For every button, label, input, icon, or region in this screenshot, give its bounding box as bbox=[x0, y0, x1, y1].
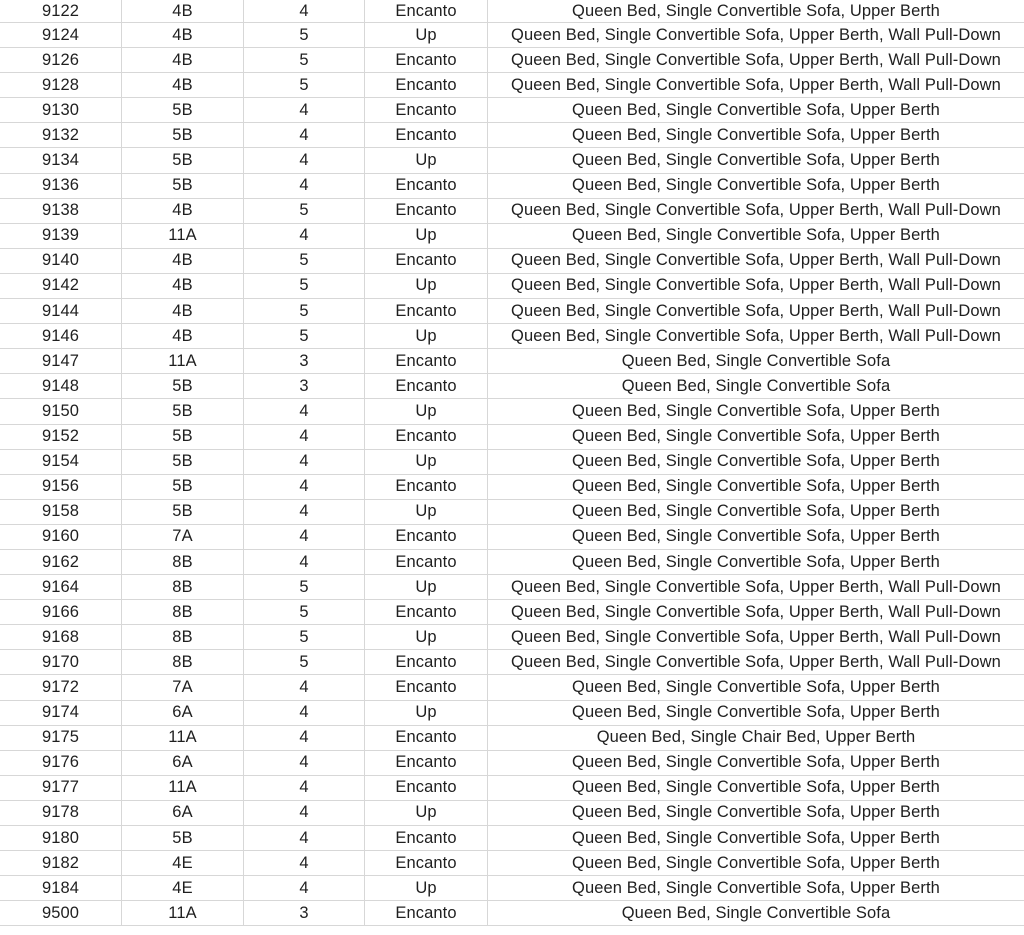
category-cell[interactable]: 4B bbox=[122, 23, 244, 48]
category-cell[interactable]: 8B bbox=[122, 625, 244, 650]
location-cell[interactable]: Encanto bbox=[365, 474, 488, 499]
category-cell[interactable]: 4B bbox=[122, 198, 244, 223]
category-cell[interactable]: 5B bbox=[122, 424, 244, 449]
cabin-number-cell[interactable]: 9147 bbox=[0, 349, 122, 374]
cabin-number-cell[interactable]: 9174 bbox=[0, 700, 122, 725]
bedding-cell[interactable]: Queen Bed, Single Convertible Sofa, Upper Berth bbox=[488, 399, 1024, 424]
occupancy-cell[interactable]: 5 bbox=[244, 299, 365, 324]
cabin-number-cell[interactable]: 9134 bbox=[0, 148, 122, 173]
bedding-cell[interactable]: Queen Bed, Single Convertible Sofa, Upper Berth bbox=[488, 826, 1024, 851]
table-row bbox=[0, 876, 1024, 901]
table-row bbox=[0, 474, 1024, 499]
location-cell[interactable]: Encanto bbox=[365, 299, 488, 324]
location-cell[interactable]: Encanto bbox=[365, 424, 488, 449]
location-cell[interactable]: Up bbox=[365, 800, 488, 825]
occupancy-cell[interactable]: 4 bbox=[244, 826, 365, 851]
occupancy-cell[interactable]: 5 bbox=[244, 575, 365, 600]
location-cell[interactable]: Up bbox=[365, 273, 488, 298]
category-cell[interactable]: 4B bbox=[122, 273, 244, 298]
location-cell[interactable]: Up bbox=[365, 499, 488, 524]
cabin-number-cell[interactable]: 9142 bbox=[0, 273, 122, 298]
occupancy-cell[interactable]: 4 bbox=[244, 98, 365, 123]
bedding-cell[interactable]: Queen Bed, Single Convertible Sofa bbox=[488, 349, 1024, 374]
table-row bbox=[0, 800, 1024, 825]
bedding-cell[interactable]: Queen Bed, Single Convertible Sofa, Upper Berth, Wall Pull-Down bbox=[488, 600, 1024, 625]
occupancy-cell[interactable]: 5 bbox=[244, 73, 365, 98]
category-cell[interactable]: 8B bbox=[122, 575, 244, 600]
occupancy-cell[interactable]: 4 bbox=[244, 675, 365, 700]
category-cell[interactable]: 11A bbox=[122, 349, 244, 374]
category-cell[interactable]: 4B bbox=[122, 299, 244, 324]
table-row bbox=[0, 399, 1024, 424]
occupancy-cell[interactable]: 5 bbox=[244, 198, 365, 223]
cabin-number-cell[interactable]: 9177 bbox=[0, 775, 122, 800]
table-row bbox=[0, 23, 1024, 48]
location-cell[interactable]: Encanto bbox=[365, 775, 488, 800]
bedding-cell[interactable]: Queen Bed, Single Convertible Sofa, Upper Berth bbox=[488, 775, 1024, 800]
occupancy-cell[interactable]: 4 bbox=[244, 123, 365, 148]
cabin-number-cell[interactable]: 9138 bbox=[0, 198, 122, 223]
location-cell[interactable]: Encanto bbox=[365, 725, 488, 750]
table-row bbox=[0, 123, 1024, 148]
cabin-number-cell[interactable]: 9130 bbox=[0, 98, 122, 123]
bedding-cell[interactable]: Queen Bed, Single Convertible Sofa, Upper Berth bbox=[488, 524, 1024, 549]
bedding-cell[interactable]: Queen Bed, Single Convertible Sofa, Upper Berth bbox=[488, 173, 1024, 198]
table-row bbox=[0, 198, 1024, 223]
cabin-number-cell[interactable]: 9136 bbox=[0, 173, 122, 198]
location-cell[interactable]: Encanto bbox=[365, 600, 488, 625]
cabin-number-cell[interactable]: 9164 bbox=[0, 575, 122, 600]
table-row bbox=[0, 299, 1024, 324]
bedding-cell[interactable]: Queen Bed, Single Convertible Sofa, Upper Berth, Wall Pull-Down bbox=[488, 650, 1024, 675]
table-row bbox=[0, 600, 1024, 625]
table-row bbox=[0, 73, 1024, 98]
cabin-number-cell[interactable]: 9170 bbox=[0, 650, 122, 675]
table-row bbox=[0, 826, 1024, 851]
cabin-number-cell[interactable]: 9160 bbox=[0, 524, 122, 549]
cabin-number-cell[interactable]: 9182 bbox=[0, 851, 122, 876]
occupancy-cell[interactable]: 3 bbox=[244, 374, 365, 399]
table-row bbox=[0, 499, 1024, 524]
location-cell[interactable]: Up bbox=[365, 148, 488, 173]
occupancy-cell[interactable]: 5 bbox=[244, 48, 365, 73]
occupancy-cell[interactable]: 4 bbox=[244, 173, 365, 198]
bedding-cell[interactable]: Queen Bed, Single Convertible Sofa, Upper Berth bbox=[488, 148, 1024, 173]
table-row bbox=[0, 324, 1024, 349]
cabin-number-cell[interactable]: 9144 bbox=[0, 299, 122, 324]
table-row bbox=[0, 725, 1024, 750]
cabin-number-cell[interactable]: 9500 bbox=[0, 901, 122, 926]
bedding-cell[interactable]: Queen Bed, Single Convertible Sofa bbox=[488, 374, 1024, 399]
table-row bbox=[0, 98, 1024, 123]
category-cell[interactable]: 11A bbox=[122, 223, 244, 248]
location-cell[interactable]: Encanto bbox=[365, 73, 488, 98]
occupancy-cell[interactable]: 5 bbox=[244, 248, 365, 273]
occupancy-cell[interactable]: 4 bbox=[244, 399, 365, 424]
occupancy-cell[interactable]: 5 bbox=[244, 273, 365, 298]
bedding-cell[interactable]: Queen Bed, Single Convertible Sofa, Upper Berth bbox=[488, 123, 1024, 148]
occupancy-cell[interactable]: 4 bbox=[244, 223, 365, 248]
cabin-number-cell[interactable]: 9124 bbox=[0, 23, 122, 48]
location-cell[interactable]: Encanto bbox=[365, 675, 488, 700]
occupancy-cell[interactable]: 4 bbox=[244, 750, 365, 775]
location-cell[interactable]: Up bbox=[365, 876, 488, 901]
location-cell[interactable]: Encanto bbox=[365, 826, 488, 851]
table-row bbox=[0, 750, 1024, 775]
bedding-cell[interactable]: Queen Bed, Single Convertible Sofa, Upper Berth, Wall Pull-Down bbox=[488, 73, 1024, 98]
category-cell[interactable]: 8B bbox=[122, 549, 244, 574]
cabin-number-cell[interactable]: 9140 bbox=[0, 248, 122, 273]
location-cell[interactable]: Up bbox=[365, 324, 488, 349]
category-cell[interactable]: 7A bbox=[122, 675, 244, 700]
location-cell[interactable]: Encanto bbox=[365, 901, 488, 926]
category-cell[interactable]: 5B bbox=[122, 449, 244, 474]
occupancy-cell[interactable]: 4 bbox=[244, 424, 365, 449]
location-cell[interactable]: Encanto bbox=[365, 851, 488, 876]
cabin-number-cell[interactable]: 9132 bbox=[0, 123, 122, 148]
bedding-cell[interactable]: Queen Bed, Single Convertible Sofa, Upper Berth bbox=[488, 223, 1024, 248]
category-cell[interactable]: 11A bbox=[122, 725, 244, 750]
cabin-number-cell[interactable]: 9178 bbox=[0, 800, 122, 825]
table-row bbox=[0, 374, 1024, 399]
bedding-cell[interactable]: Queen Bed, Single Convertible Sofa, Upper Berth bbox=[488, 499, 1024, 524]
location-cell[interactable]: Up bbox=[365, 223, 488, 248]
category-cell[interactable]: 4B bbox=[122, 73, 244, 98]
location-cell[interactable]: Encanto bbox=[365, 48, 488, 73]
table-row bbox=[0, 675, 1024, 700]
bedding-cell[interactable]: Queen Bed, Single Convertible Sofa, Upper Berth, Wall Pull-Down bbox=[488, 299, 1024, 324]
category-cell[interactable]: 5B bbox=[122, 399, 244, 424]
category-cell[interactable]: 5B bbox=[122, 148, 244, 173]
occupancy-cell[interactable]: 3 bbox=[244, 901, 365, 926]
bedding-cell[interactable]: Queen Bed, Single Convertible Sofa, Upper Berth, Wall Pull-Down bbox=[488, 198, 1024, 223]
bedding-cell[interactable]: Queen Bed, Single Convertible Sofa bbox=[488, 901, 1024, 926]
occupancy-cell[interactable]: 5 bbox=[244, 600, 365, 625]
location-cell[interactable]: Encanto bbox=[365, 750, 488, 775]
bedding-cell[interactable]: Queen Bed, Single Convertible Sofa, Upper Berth bbox=[488, 700, 1024, 725]
bedding-cell[interactable]: Queen Bed, Single Convertible Sofa, Upper Berth, Wall Pull-Down bbox=[488, 248, 1024, 273]
occupancy-cell[interactable]: 4 bbox=[244, 851, 365, 876]
bedding-cell[interactable]: Queen Bed, Single Convertible Sofa, Upper Berth bbox=[488, 424, 1024, 449]
bedding-cell[interactable]: Queen Bed, Single Convertible Sofa, Upper Berth bbox=[488, 449, 1024, 474]
cabin-number-cell[interactable]: 9148 bbox=[0, 374, 122, 399]
occupancy-cell[interactable]: 4 bbox=[244, 449, 365, 474]
occupancy-cell[interactable]: 4 bbox=[244, 725, 365, 750]
location-cell[interactable]: Up bbox=[365, 625, 488, 650]
table-row bbox=[0, 650, 1024, 675]
cabin-number-cell[interactable]: 9128 bbox=[0, 73, 122, 98]
occupancy-cell[interactable]: 4 bbox=[244, 499, 365, 524]
bedding-cell[interactable]: Queen Bed, Single Convertible Sofa, Upper Berth bbox=[488, 0, 1024, 23]
location-cell[interactable]: Encanto bbox=[365, 0, 488, 23]
occupancy-cell[interactable]: 3 bbox=[244, 349, 365, 374]
location-cell[interactable]: Encanto bbox=[365, 650, 488, 675]
occupancy-cell[interactable]: 5 bbox=[244, 23, 365, 48]
category-cell[interactable]: 5B bbox=[122, 173, 244, 198]
table-row bbox=[0, 148, 1024, 173]
cabin-number-cell[interactable]: 9139 bbox=[0, 223, 122, 248]
location-cell[interactable]: Up bbox=[365, 23, 488, 48]
table-row bbox=[0, 575, 1024, 600]
table-row bbox=[0, 901, 1024, 926]
category-cell[interactable]: 6A bbox=[122, 700, 244, 725]
category-cell[interactable]: 7A bbox=[122, 524, 244, 549]
table-row bbox=[0, 424, 1024, 449]
occupancy-cell[interactable]: 4 bbox=[244, 524, 365, 549]
bedding-cell[interactable]: Queen Bed, Single Chair Bed, Upper Berth bbox=[488, 725, 1024, 750]
location-cell[interactable]: Encanto bbox=[365, 549, 488, 574]
location-cell[interactable]: Encanto bbox=[365, 349, 488, 374]
table-row bbox=[0, 248, 1024, 273]
bedding-cell[interactable]: Queen Bed, Single Convertible Sofa, Upper Berth, Wall Pull-Down bbox=[488, 23, 1024, 48]
cabin-number-cell[interactable]: 9122 bbox=[0, 0, 122, 23]
table-row bbox=[0, 273, 1024, 298]
occupancy-cell[interactable]: 4 bbox=[244, 800, 365, 825]
category-cell[interactable]: 4B bbox=[122, 324, 244, 349]
bedding-cell[interactable]: Queen Bed, Single Convertible Sofa, Upper Berth bbox=[488, 800, 1024, 825]
cabin-number-cell[interactable]: 9146 bbox=[0, 324, 122, 349]
cabin-number-cell[interactable]: 9180 bbox=[0, 826, 122, 851]
occupancy-cell[interactable]: 4 bbox=[244, 876, 365, 901]
category-cell[interactable]: 4B bbox=[122, 248, 244, 273]
location-cell[interactable]: Encanto bbox=[365, 98, 488, 123]
bedding-cell[interactable]: Queen Bed, Single Convertible Sofa, Upper Berth, Wall Pull-Down bbox=[488, 273, 1024, 298]
occupancy-cell[interactable]: 4 bbox=[244, 0, 365, 23]
table-row bbox=[0, 700, 1024, 725]
occupancy-cell[interactable]: 4 bbox=[244, 148, 365, 173]
table-row bbox=[0, 173, 1024, 198]
bedding-cell[interactable]: Queen Bed, Single Convertible Sofa, Upper Berth bbox=[488, 675, 1024, 700]
occupancy-cell[interactable]: 4 bbox=[244, 474, 365, 499]
occupancy-cell[interactable]: 5 bbox=[244, 625, 365, 650]
category-cell[interactable]: 4B bbox=[122, 48, 244, 73]
category-cell[interactable]: 4E bbox=[122, 876, 244, 901]
category-cell[interactable]: 5B bbox=[122, 98, 244, 123]
bedding-cell[interactable]: Queen Bed, Single Convertible Sofa, Upper Berth bbox=[488, 549, 1024, 574]
location-cell[interactable]: Encanto bbox=[365, 173, 488, 198]
location-cell[interactable]: Up bbox=[365, 449, 488, 474]
category-cell[interactable]: 5B bbox=[122, 826, 244, 851]
location-cell[interactable]: Encanto bbox=[365, 198, 488, 223]
table-row bbox=[0, 851, 1024, 876]
location-cell[interactable]: Up bbox=[365, 700, 488, 725]
location-cell[interactable]: Up bbox=[365, 399, 488, 424]
table-row bbox=[0, 48, 1024, 73]
bedding-cell[interactable]: Queen Bed, Single Convertible Sofa, Upper Berth bbox=[488, 876, 1024, 901]
category-cell[interactable]: 5B bbox=[122, 123, 244, 148]
cabin-number-cell[interactable]: 9168 bbox=[0, 625, 122, 650]
location-cell[interactable]: Up bbox=[365, 575, 488, 600]
cabin-number-cell[interactable]: 9176 bbox=[0, 750, 122, 775]
cabin-number-cell[interactable]: 9172 bbox=[0, 675, 122, 700]
cabin-number-cell[interactable]: 9150 bbox=[0, 399, 122, 424]
occupancy-cell[interactable]: 4 bbox=[244, 549, 365, 574]
bedding-cell[interactable]: Queen Bed, Single Convertible Sofa, Upper Berth, Wall Pull-Down bbox=[488, 324, 1024, 349]
occupancy-cell[interactable]: 5 bbox=[244, 650, 365, 675]
cabin-number-cell[interactable]: 9162 bbox=[0, 549, 122, 574]
table-row bbox=[0, 524, 1024, 549]
bedding-cell[interactable]: Queen Bed, Single Convertible Sofa, Upper Berth bbox=[488, 750, 1024, 775]
bedding-cell[interactable]: Queen Bed, Single Convertible Sofa, Upper Berth, Wall Pull-Down bbox=[488, 48, 1024, 73]
category-cell[interactable]: 11A bbox=[122, 775, 244, 800]
cabin-number-cell[interactable]: 9166 bbox=[0, 600, 122, 625]
location-cell[interactable]: Encanto bbox=[365, 524, 488, 549]
location-cell[interactable]: Encanto bbox=[365, 123, 488, 148]
table-row bbox=[0, 549, 1024, 574]
category-cell[interactable]: 5B bbox=[122, 374, 244, 399]
cabin-number-cell[interactable]: 9156 bbox=[0, 474, 122, 499]
category-cell[interactable]: 4E bbox=[122, 851, 244, 876]
category-cell[interactable]: 8B bbox=[122, 600, 244, 625]
category-cell[interactable]: 5B bbox=[122, 474, 244, 499]
table-row bbox=[0, 349, 1024, 374]
category-cell[interactable]: 5B bbox=[122, 499, 244, 524]
table-row bbox=[0, 449, 1024, 474]
location-cell[interactable]: Encanto bbox=[365, 374, 488, 399]
occupancy-cell[interactable]: 4 bbox=[244, 775, 365, 800]
cabin-number-cell[interactable]: 9158 bbox=[0, 499, 122, 524]
bedding-cell[interactable]: Queen Bed, Single Convertible Sofa, Upper Berth bbox=[488, 474, 1024, 499]
bedding-cell[interactable]: Queen Bed, Single Convertible Sofa, Upper Berth bbox=[488, 851, 1024, 876]
category-cell[interactable]: 4B bbox=[122, 0, 244, 23]
category-cell[interactable]: 8B bbox=[122, 650, 244, 675]
table-row bbox=[0, 775, 1024, 800]
cabin-number-cell[interactable]: 9154 bbox=[0, 449, 122, 474]
table-row bbox=[0, 625, 1024, 650]
bedding-cell[interactable]: Queen Bed, Single Convertible Sofa, Upper Berth, Wall Pull-Down bbox=[488, 575, 1024, 600]
occupancy-cell[interactable]: 5 bbox=[244, 324, 365, 349]
location-cell[interactable]: Encanto bbox=[365, 248, 488, 273]
cabin-number-cell[interactable]: 9126 bbox=[0, 48, 122, 73]
cabin-number-cell[interactable]: 9184 bbox=[0, 876, 122, 901]
category-cell[interactable]: 11A bbox=[122, 901, 244, 926]
cabin-number-cell[interactable]: 9175 bbox=[0, 725, 122, 750]
table-row bbox=[0, 223, 1024, 248]
category-cell[interactable]: 6A bbox=[122, 750, 244, 775]
bedding-cell[interactable]: Queen Bed, Single Convertible Sofa, Upper Berth, Wall Pull-Down bbox=[488, 625, 1024, 650]
category-cell[interactable]: 6A bbox=[122, 800, 244, 825]
occupancy-cell[interactable]: 4 bbox=[244, 700, 365, 725]
cabin-number-cell[interactable]: 9152 bbox=[0, 424, 122, 449]
table-row bbox=[0, 0, 1024, 23]
bedding-cell[interactable]: Queen Bed, Single Convertible Sofa, Upper Berth bbox=[488, 98, 1024, 123]
